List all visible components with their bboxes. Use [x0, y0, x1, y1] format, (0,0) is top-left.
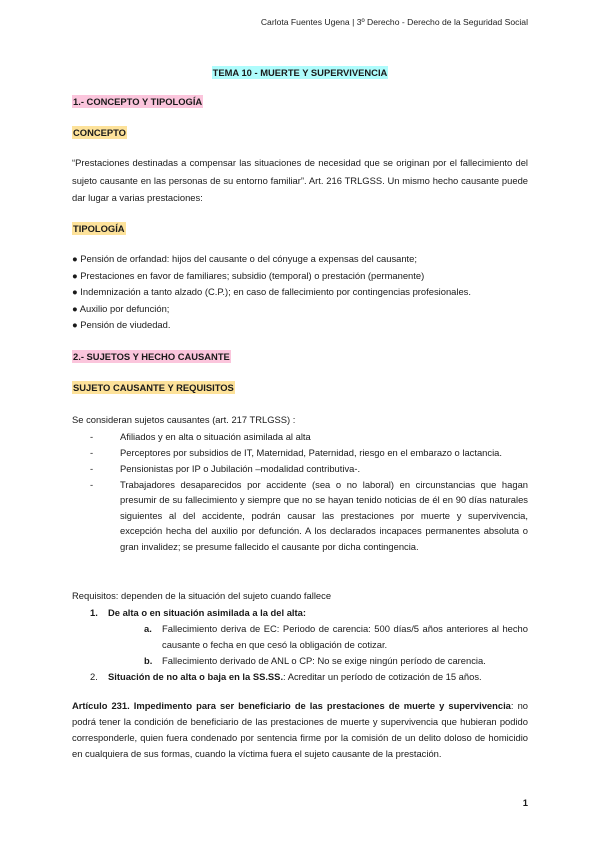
list-item: ● Pensión de viudedad. — [72, 319, 171, 331]
list-item: - Afiliados y en alta o situación asimilada al alta — [90, 430, 311, 442]
tipologia-heading: TIPOLOGÍA — [73, 223, 125, 234]
bullet-icon: ● — [72, 269, 78, 281]
requisito-item: 1. De alta o en situación asimilada a la del alta: — [90, 606, 306, 618]
requisito-subitem: a. Fallecimiento deriva de EC: Periodo de carencia: 500 días/5 años anteriores al hecho causante o fecha en que cesó la obligación de cotizar. — [144, 622, 528, 650]
section-2-heading: 2.- SUJETOS Y HECHO CAUSANTE — [73, 351, 230, 362]
concepto-heading: CONCEPTO — [73, 127, 126, 138]
list-item: ● Auxilio por defunción; — [72, 302, 170, 314]
requisitos-intro: Requisitos: dependen de la situación del sujeto cuando fallece — [72, 590, 332, 601]
list-item: ● Prestaciones en favor de familiares; subsidio (temporal) o prestación (permanente) — [72, 269, 425, 281]
articulo-231-title: Artículo 231. Impedimento para ser beneficiario de las prestaciones de muerte y supervivencia — [72, 700, 511, 711]
document-title: TEMA 10 - MUERTE Y SUPERVIVENCIA — [212, 67, 388, 78]
section-2-heading-wrap — [72, 351, 528, 362]
sujeto-heading-wrap — [72, 382, 528, 393]
bullet-icon: ● — [72, 302, 78, 314]
tipologia-list — [72, 251, 528, 334]
list-item: - Pensionistas por IP o Jubilación –modalidad contributiva-. — [90, 462, 361, 474]
document-title-wrap — [0, 67, 600, 78]
bullet-icon: ● — [72, 286, 78, 298]
articulo-231-paragraph — [72, 698, 528, 762]
articulo-231-text: : no podrá tener la condición de beneficiario de las prestaciones de muerte y supervivencia que hubieran podido corresponderle, quien fuera condenado por sentencia firme por la comisión de un delito doloso de homicidio en cualquiera de sus formas, cuando la víctima fuera el sujeto causante de la prestación. — [72, 700, 528, 759]
concepto-paragraph: “Prestaciones destinadas a compensar las situaciones de necesidad que se originan por el fallecimiento del sujeto causante en las personas de su entorno familiar”. Art. 216 TRLGSS. Un mismo hecho causante puede dar lugar a varias prestaciones: — [72, 157, 528, 203]
list-item: - Perceptores por subsidios de IT, Maternidad, Paternidad, riesgo en el embarazo o lactancia. — [90, 446, 502, 458]
section-1-heading-wrap — [72, 96, 528, 107]
bullet-icon: ● — [72, 319, 78, 331]
list-item: - Trabajadores desaparecidos por accidente (sea o no laboral) en circunstancias que hagan presumir de su fallecimiento y siempre que no se hayan tenido noticias de él en 90 días naturales siguientes al del accidente, podrán causar las prestaciones por muerte y supervivencia, excepción hecha del auxilio por defunción. A los declarados incapaces permanentes absoluta o gran invalidez; se presume fallecido el causante por dicha contingencia. — [90, 478, 528, 552]
requisitos-block — [72, 588, 528, 685]
bullet-icon: ● — [72, 253, 78, 264]
section-1-heading: 1.- CONCEPTO Y TIPOLOGÍA — [73, 96, 203, 107]
page-number: 1 — [522, 797, 528, 808]
sujetos-block — [72, 412, 528, 555]
tipologia-heading-wrap — [72, 223, 528, 234]
sujeto-causante-heading: SUJETO CAUSANTE Y REQUISITOS — [73, 382, 234, 393]
requisito-subitem: b. Fallecimiento derivado de ANL o CP: No se exige ningún período de carencia. — [144, 654, 486, 666]
concepto-heading-wrap — [72, 127, 528, 138]
sujetos-list — [72, 429, 528, 555]
list-item: ● Indemnización a tanto alzado (C.P.); en caso de fallecimiento por contingencias profesionales. — [72, 286, 471, 298]
list-item: ● Pensión de orfandad: hijos del causante o del cónyuge a expensas del causante; — [72, 253, 417, 264]
requisito-item: 2. Situación de no alta o baja en la SS.SS.: Acreditar un período de cotización de 15 años. — [90, 670, 482, 682]
page-header: Carlota Fuentes Ugena | 3º Derecho - Derecho de la Seguridad Social — [260, 17, 528, 27]
sujetos-intro: Se consideran sujetos causantes (art. 217 TRLGSS) : — [72, 414, 296, 425]
